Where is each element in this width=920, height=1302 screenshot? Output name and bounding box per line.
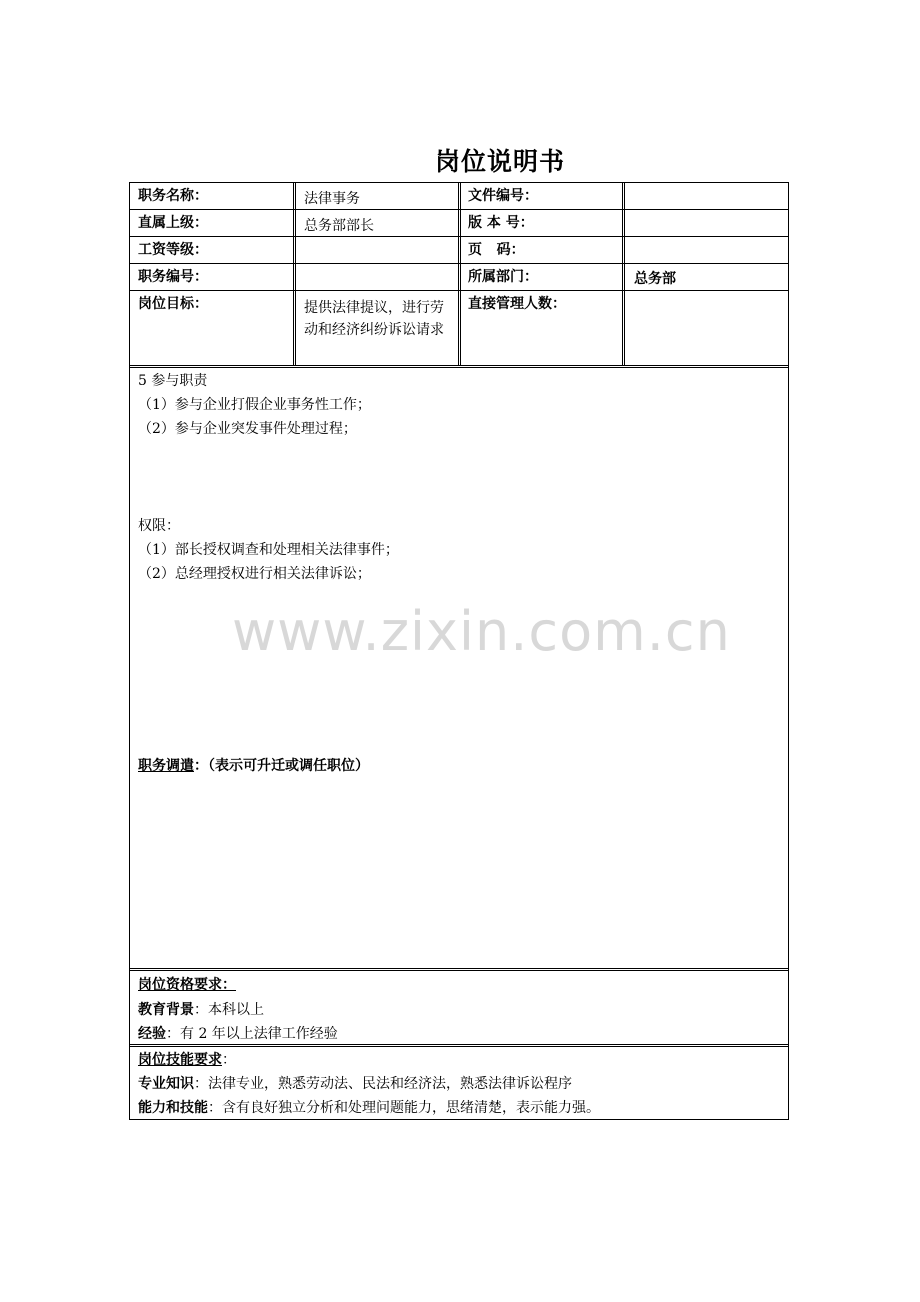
- knowledge-label: 专业知识: [138, 1076, 194, 1092]
- document-title: 岗位说明书: [434, 147, 565, 176]
- knowledge-line: [138, 1075, 572, 1093]
- experience-line: [138, 1025, 338, 1043]
- authority-heading: 权限：: [138, 518, 180, 534]
- skills-heading-line: [138, 1051, 236, 1069]
- transfer-note: ：（表示可升迁或调任职位）: [194, 758, 369, 774]
- skills-heading-suffix: ：: [222, 1052, 236, 1068]
- transfer-label: 职务调遣: [138, 758, 194, 774]
- job-title-label: 职务名称：: [138, 188, 208, 204]
- job-title-value: 法律事务: [304, 191, 360, 207]
- direct-reports-label: 直接管理人数：: [468, 296, 566, 312]
- ability-line: [138, 1099, 600, 1117]
- job-number-label: 职务编号：: [138, 269, 208, 285]
- ability-value: ：含有良好独立分析和处理问题能力，思绪清楚，表示能力强。: [208, 1100, 600, 1116]
- table-rule: [129, 1044, 789, 1047]
- doc-number-label: 文件编号：: [468, 188, 538, 204]
- table-rule: [293, 183, 296, 366]
- table-rule: [622, 183, 625, 366]
- qualification-heading: 岗位资格要求：: [138, 977, 236, 993]
- transfer-line: [138, 757, 369, 775]
- job-objective-value: 提供法律提议，进行劳动和经济纠纷诉讼请求: [304, 300, 444, 338]
- education-value: ：本科以上: [194, 1002, 264, 1018]
- table-rule: [458, 183, 461, 366]
- table-rule: [129, 968, 789, 971]
- watermark: www.zixin.com.cn: [232, 600, 731, 663]
- education-line: [138, 1001, 264, 1019]
- supervisor-value: 总务部部长: [304, 218, 374, 234]
- department-label: 所属部门：: [468, 269, 538, 285]
- department-value: 总务部: [634, 271, 676, 287]
- duties-heading: 5 参与职责: [138, 373, 208, 389]
- salary-grade-label: 工资等级：: [138, 242, 208, 258]
- knowledge-value: ：法律专业，熟悉劳动法、民法和经济法，熟悉法律诉讼程序: [194, 1076, 572, 1092]
- supervisor-label: 直属上级：: [138, 215, 208, 231]
- authority-item: （2）总经理授权进行相关法律诉讼；: [138, 566, 371, 582]
- duty-item: （1）参与企业打假企业事务性工作；: [138, 397, 371, 413]
- skills-heading: 岗位技能要求: [138, 1052, 222, 1068]
- authority-item: （1）部长授权调查和处理相关法律事件；: [138, 542, 399, 558]
- page-number-label: 页 码：: [468, 242, 525, 258]
- experience-value: ：有 2 年以上法律工作经验: [166, 1026, 338, 1042]
- job-objective-label: 岗位目标：: [138, 296, 208, 312]
- duty-item: （2）参与企业突发事件处理过程；: [138, 421, 357, 437]
- experience-label: 经验: [138, 1026, 166, 1042]
- education-label: 教育背景: [138, 1002, 194, 1018]
- version-label: 版 本 号：: [468, 215, 534, 231]
- ability-label: 能力和技能: [138, 1100, 208, 1116]
